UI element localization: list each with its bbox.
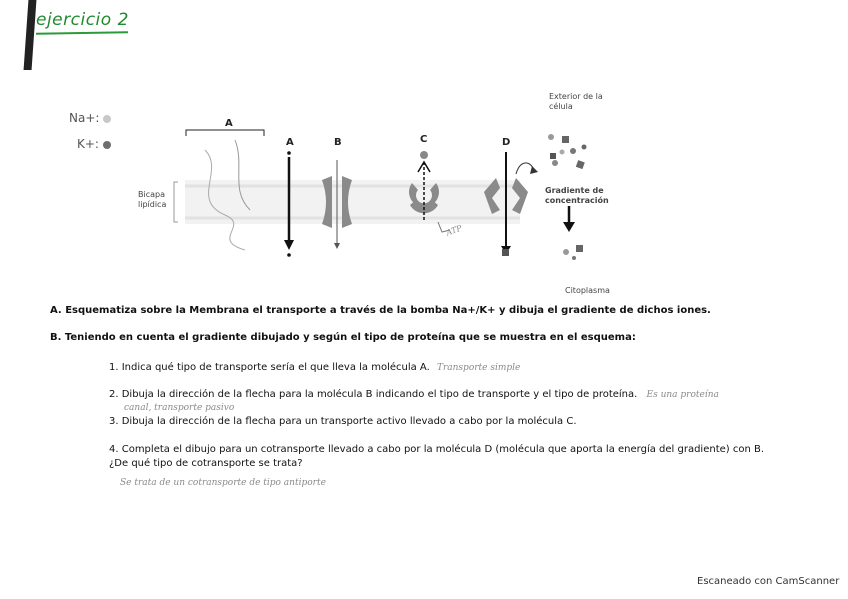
section-b-text: B. Teniendo en cuenta el gradiente dibujado y según el tipo de proteína que se muestra en el esquema: [50, 332, 636, 343]
gradient-label-line1: Gradiente de [545, 186, 604, 195]
molecule-label-d: D [502, 137, 511, 148]
question-4-line1: 4. Completa el dibujo para un cotransporte llevado a cabo por la molécula D (molécula que aporta la energía del gradiente) con B. [109, 444, 765, 455]
scanner-footer: Escaneado con CamScanner [697, 576, 840, 587]
ion-c-top [420, 151, 428, 159]
question-1 [109, 362, 520, 373]
exterior-label-line2: célula [549, 102, 573, 111]
molecule-label-c: C [420, 134, 428, 145]
gradient-label-line2: concentración [545, 196, 609, 205]
bilayer-label-line2: lipídica [138, 200, 167, 209]
exercise-heading: ejercicio 2 [36, 10, 129, 30]
question-1-answer: Transporte simple [436, 363, 521, 373]
region-a-bracket [186, 130, 264, 136]
legend-na-label: Na+: [69, 111, 100, 125]
question-4-line2: ¿De qué tipo de cotransporte se trata? [109, 458, 303, 469]
question-2-text: 2. Dibuja la dirección de la flecha para la molécula B indicando el tipo de transporte y el tipo de proteína. [109, 389, 638, 400]
question-4-answer: Se trata de un cotransporte de tipo antiporte [120, 478, 326, 488]
section-a-text: A. Esquematiza sobre la Membrana el transporte a través de la bomba Na+/K+ y dibuja el gradiente de dichos iones. [50, 305, 711, 316]
exterior-label-line1: Exterior de la [549, 92, 603, 101]
question-1-text: 1. Indica qué tipo de transporte sería el que lleva la molécula A. [109, 362, 430, 373]
question-2 [109, 389, 719, 400]
cytoplasm-label: Citoplasma [565, 286, 610, 295]
legend-k-label: K+: [77, 137, 99, 151]
exterior-label [549, 92, 603, 112]
molecule-d-bottom [502, 249, 509, 256]
bilayer-label [138, 190, 166, 210]
question-2-answer-a: Es una proteína [646, 390, 719, 400]
molecule-label-b: B [334, 137, 342, 148]
atp-note: ATP [444, 223, 464, 238]
question-2-answer-b: canal, transporte pasivo [124, 403, 235, 413]
bilayer-label-line1: Bicapa [138, 190, 165, 199]
bracket-label-a: A [225, 118, 233, 129]
bilayer-bracket [174, 182, 178, 222]
molecule-label-a: A [286, 137, 294, 148]
gradient-label [545, 186, 609, 206]
question-3: 3. Dibuja la dirección de la flecha para un transporte activo llevado a cabo por la molécula C. [109, 416, 577, 427]
